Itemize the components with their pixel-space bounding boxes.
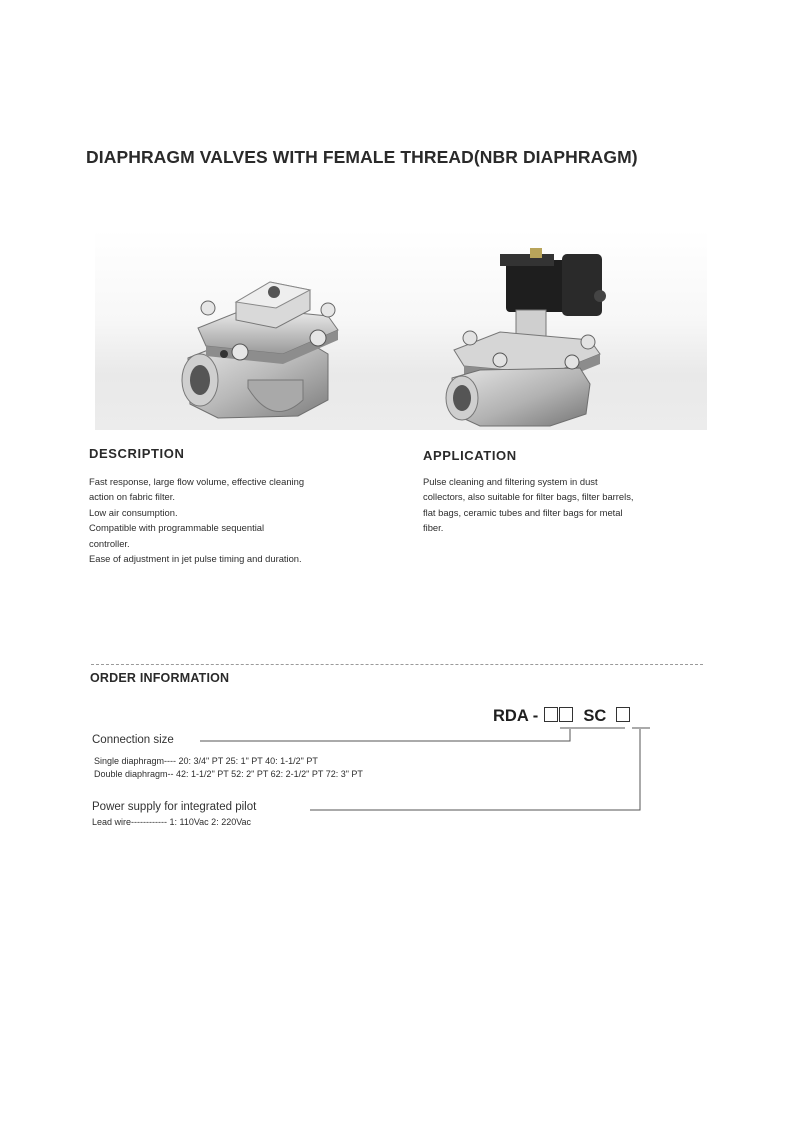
connection-size-label: Connection size (92, 734, 174, 746)
model-mid: SC (583, 707, 607, 725)
application-text: Pulse cleaning and filtering system in dust collectors, also suitable for filter bags, filter barrels, flat bags, ceramic tubes and filter bags for metal fiber. (423, 476, 634, 534)
order-information-heading: ORDER INFORMATION (90, 671, 230, 685)
application-heading: APPLICATION (423, 448, 517, 463)
single-diaphragm-options: Single diaphragm---- 20: 3/4" PT 25: 1" PT 40: 1-1/2" PT (94, 756, 318, 766)
description-heading: DESCRIPTION (89, 446, 185, 461)
lead-wire-options-clip (92, 818, 352, 826)
model-prefix: RDA - (493, 707, 539, 725)
page-title: DIAPHRAGM VALVES WITH FEMALE THREAD(NBR DIAPHRAGM) (86, 147, 638, 167)
description-text: Fast response, large flow volume, effective cleaning action on fabric filter. Low air consumption. Compatible with programmable sequential controller. Ease of adjustment in jet pulse timing and duration. (89, 476, 305, 565)
power-supply-label: Power supply for integrated pilot (92, 801, 257, 813)
double-diaphragm-options: Double diaphragm-- 42: 1-1/2" PT 52: 2" PT 62: 2-1/2" PT 72: 3" PT (94, 769, 363, 779)
lead-wire-options: Lead wire------------ 1: 110Vac 2: 220Vac (92, 818, 252, 826)
